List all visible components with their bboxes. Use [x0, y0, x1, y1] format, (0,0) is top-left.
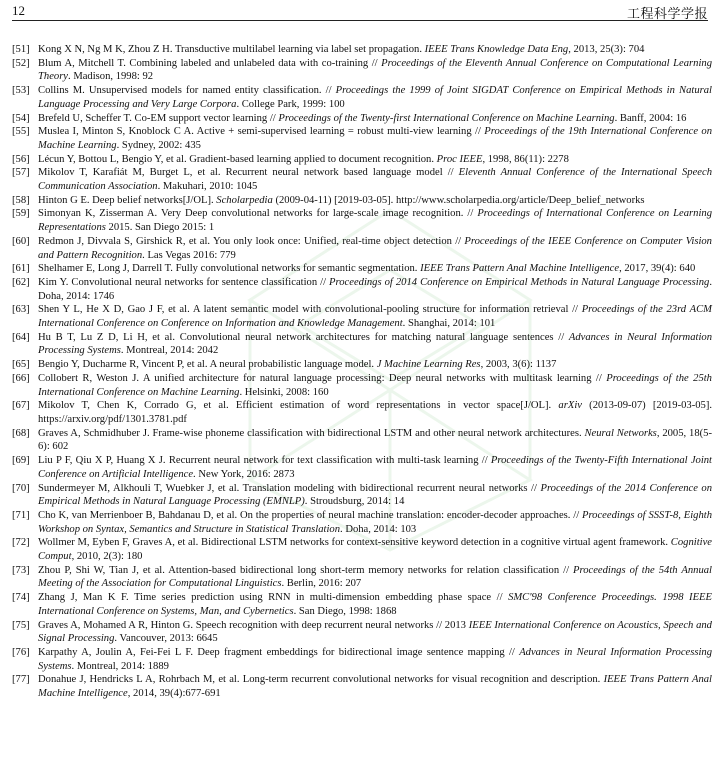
reference-title: A latent semantic model with convolutional-pooling structure for information retrieval //	[192, 304, 582, 316]
reference-details: . Doha, 2014: 103	[340, 523, 417, 535]
reference-details: , 2010, 2(3): 180	[71, 551, 143, 563]
reference-number: [74]	[12, 592, 30, 604]
reference-venue: SMC'98 Conference Proceedings. 1998 IEEE International Conference on Systems, Man, and Cybernetics	[38, 592, 712, 617]
reference-title: A unified architecture for natural language processing: Deep neural networks with multitask learning //	[142, 372, 607, 384]
reference-number: [77]	[12, 674, 30, 686]
reference-details: , 2017, 39(4): 640	[619, 263, 696, 275]
reference-number: [61]	[12, 263, 30, 275]
reference-authors: Redmon J, Divvala S, Girshick R, et al.	[38, 235, 213, 247]
reference-venue: IEEE Trans Pattern Anal Machine Intelligence	[420, 263, 620, 275]
reference-venue: IEEE Trans Knowledge Data Eng	[424, 44, 569, 55]
reference-number: [66]	[12, 372, 30, 384]
reference-authors: Liu P F, Qiu X P, Huang X J.	[38, 455, 169, 467]
reference-title: Long-term recurrent convolutional networks for visual recognition and description.	[242, 674, 604, 686]
reference-number: [62]	[12, 276, 30, 288]
reference-item	[12, 427, 712, 454]
reference-number: [73]	[12, 564, 30, 576]
reference-authors: Graves A, Mohamed A R, Hinton G.	[38, 619, 196, 631]
reference-item	[12, 207, 712, 234]
reference-venue: Proceedings of the 23rd ACM International Conference on Conference on Information and Knowledge Management	[38, 304, 712, 330]
reference-authors: Zhang J, Man K F.	[38, 592, 135, 604]
reference-item	[12, 125, 712, 152]
reference-details: . New York, 2016: 2873	[193, 468, 295, 480]
reference-item	[12, 276, 712, 303]
reference-number: [60]	[12, 235, 30, 247]
reference-venue: Proceedings of the Eleventh Annual Conference on Computational Learning Theory	[38, 57, 712, 83]
reference-item	[12, 153, 712, 167]
reference-item	[12, 482, 712, 509]
reference-item	[12, 194, 712, 208]
reference-details: , 1998, 86(11): 2278	[482, 153, 569, 165]
reference-number: [71]	[12, 509, 30, 521]
reference-venue: Advances in Neural Information Processing Systems	[38, 646, 713, 672]
reference-venue: J Machine Learning Res	[376, 359, 481, 371]
reference-details: . Helsinki, 2008: 160	[239, 386, 329, 398]
reference-details: . Stroudsburg, 2014: 14	[304, 496, 405, 508]
reference-item	[12, 262, 712, 276]
reference-details: . Makuhari, 2010: 1045	[157, 181, 258, 193]
reference-details: . Berlin, 2016: 207	[281, 578, 362, 590]
reference-title: Translation modeling with bidirectional recurrent neural networks //	[242, 482, 541, 494]
reference-number: [58]	[12, 194, 30, 206]
reference-venue: Proceedings of the 25th International Conference on Machine Learning	[38, 372, 712, 398]
reference-number: [76]	[12, 646, 30, 658]
reference-title: Bidirectional LSTM networks for context-sensitive keyword detection in a cognitive virtual agent framework.	[201, 537, 671, 549]
reference-number: [57]	[12, 167, 30, 179]
reference-item	[12, 372, 712, 399]
reference-title: Frame-wise phoneme classification with bidirectional LSTM and other neural network architectures.	[152, 427, 585, 439]
reference-authors: Shelhamer E, Long J, Darrell T.	[38, 263, 176, 275]
reference-authors: Bengio Y, Ducharme R, Vincent P, et al.	[38, 359, 210, 371]
journal-name: 工程科学学报	[626, 7, 708, 22]
reference-authors: Shen Y L, He X D, Gao J F, et al.	[38, 304, 193, 316]
reference-number: [70]	[12, 482, 30, 494]
reference-details: . College Park, 1999: 100	[236, 98, 345, 110]
reference-item	[12, 331, 712, 358]
reference-venue: Proceedings of International Conference on Learning Representations	[38, 208, 713, 234]
reference-authors: Donahue J, Hendricks L A, Rohrbach M, et al.	[38, 674, 243, 686]
reference-item	[12, 454, 712, 481]
reference-details: 2015. San Diego 2015: 1	[105, 222, 215, 234]
reference-item	[12, 536, 712, 563]
reference-details: . Montreal, 2014: 1889	[71, 660, 169, 672]
reference-authors: Hinton G E.	[38, 194, 93, 206]
reference-authors: Mikolov T, Chen K, Corrado G, et al.	[38, 400, 236, 412]
reference-venue: Proceedings of the IEEE Conference on Computer Vision and Pattern Recognition	[38, 235, 712, 261]
reference-title: Recurrent neural network for text classification with multi-task learning //	[168, 455, 491, 467]
reference-venue: Proceedings of 2014 Conference on Empirical Methods in Natural Language Processing	[329, 276, 710, 288]
reference-title: Fully convolutional networks for semantic segmentation.	[175, 263, 421, 275]
reference-list	[12, 43, 712, 701]
reference-details: , 2013, 25(3): 704	[568, 44, 645, 55]
reference-title: Speech recognition with deep recurrent neural networks // 2013	[195, 619, 469, 631]
reference-details: . Banff, 2004: 16	[614, 112, 687, 124]
reference-number: [51]	[12, 44, 30, 55]
reference-venue: IEEE International Conference on Acoustics, Speech and Signal Processing	[38, 619, 712, 645]
reference-details: . Madison, 1998: 92	[68, 71, 154, 83]
reference-item	[12, 84, 712, 111]
reference-venue: Cognitive Comput	[38, 537, 712, 563]
reference-number: [54]	[12, 112, 30, 124]
reference-venue: Neural Networks	[584, 427, 657, 439]
reference-venue: Proceedings of the 19th International Conference on Machine Learning	[38, 126, 712, 151]
reference-details: , 2005, 18(5-6): 602	[38, 427, 712, 453]
reference-venue: Proceedings of the Twenty-Fifth International Joint Conference on Artificial Intelligence	[38, 455, 713, 480]
reference-details: , 2014, 39(4):677-691	[127, 688, 221, 700]
reference-title: On the properties of neural machine translation: encoder-decoder approaches. //	[240, 509, 582, 521]
reference-item	[12, 646, 712, 673]
reference-item	[12, 509, 712, 536]
reference-title: Very Deep convolutional networks for large-scale image recognition. //	[161, 208, 478, 220]
reference-item	[12, 358, 712, 372]
reference-venue: Proceedings of SSST-8, Eighth Workshop on Syntax, Semantics and Structure in Statistical Translation	[38, 509, 712, 535]
reference-authors: Collobert R, Weston J.	[38, 372, 143, 384]
reference-details: . Las Vegas 2016: 779	[142, 249, 236, 261]
reference-venue: Proceedings of the 2014 Conference on Empirical Methods in Natural Language Processing (EMNLP)	[38, 482, 713, 508]
reference-item	[12, 43, 712, 57]
reference-title: Gradient-based learning applied to document recognition.	[189, 153, 437, 165]
reference-title: Combining labeled and unlabeled data with co-training //	[129, 57, 382, 69]
reference-authors: Kong X N, Ng M K, Zhou Z H.	[38, 44, 175, 55]
reference-details: . Shanghai, 2014: 101	[402, 318, 496, 330]
reference-venue: arXiv	[558, 400, 582, 412]
reference-venue: Proc IEEE	[436, 153, 483, 165]
reference-number: [63]	[12, 304, 30, 316]
reference-item	[12, 673, 712, 700]
reference-venue: Proceedings of the 54th Annual Meeting of the Association for Computational Linguistics	[38, 564, 712, 590]
reference-authors: Lécun Y, Bottou L, Bengio Y, et al.	[38, 153, 190, 165]
reference-item	[12, 591, 712, 618]
reference-number: [55]	[12, 126, 30, 138]
reference-authors: Kim Y.	[38, 276, 72, 288]
reference-venue: IEEE Trans Pattern Anal Machine Intelligence	[38, 674, 712, 700]
reference-item	[12, 166, 712, 193]
reference-details: . Sydney, 2002: 435	[116, 139, 201, 151]
reference-details: . Vancouver, 2013: 6645	[114, 633, 218, 645]
reference-title: Convolutional neural network architectures for matching natural language sentences //	[179, 331, 569, 343]
reference-title: Attention-based bidirectional long short-term memory networks for relation classification //	[168, 564, 574, 576]
reference-number: [52]	[12, 57, 30, 69]
reference-item	[12, 399, 712, 426]
reference-number: [68]	[12, 427, 30, 439]
reference-authors: Mikolov T, Karafiát M, Burget L, et al.	[38, 167, 226, 179]
reference-authors: Graves A, Schmidhuber J.	[38, 427, 153, 439]
reference-details: , 2003, 3(6): 1137	[480, 359, 557, 371]
reference-title: Co-EM support vector learning //	[134, 112, 279, 124]
page-number: 12	[12, 3, 25, 18]
reference-number: [64]	[12, 331, 30, 343]
reference-venue: Scholarpedia	[216, 194, 273, 206]
reference-venue: Proceedings the 1999 of Joint SIGDAT Conference on Empirical Methods in Natural Language Processing and Very Large Corpora	[38, 85, 712, 110]
reference-item	[12, 235, 712, 262]
reference-title: Convolutional neural networks for sentence classification //	[71, 276, 330, 288]
reference-title: Deep belief networks[J/OL].	[92, 194, 217, 206]
reference-details: (2009-04-11) [2019-03-05]. http://www.scholarpedia.org/article/Deep_belief_networks	[272, 194, 645, 206]
reference-item	[12, 564, 712, 591]
reference-number: [69]	[12, 455, 30, 467]
reference-authors: Collins M.	[38, 85, 89, 97]
reference-number: [59]	[12, 208, 30, 220]
reference-title: A neural probabilistic language model.	[209, 359, 377, 371]
reference-title: Unsupervised models for named entity classification. //	[88, 85, 336, 97]
page-header	[12, 2, 708, 21]
reference-authors: Karpathy A, Joulin A, Fei-Fei L F.	[38, 646, 198, 658]
reference-number: [53]	[12, 85, 30, 97]
reference-title: Recurrent neural network based language model //	[225, 167, 459, 179]
reference-item	[12, 303, 712, 330]
reference-number: [65]	[12, 359, 30, 371]
reference-authors: Simonyan K, Zisserman A.	[38, 208, 161, 220]
reference-details: . Montreal, 2014: 2042	[120, 345, 219, 357]
reference-authors: Hu B T, Lu Z D, Li H, et al.	[38, 331, 180, 343]
reference-title: Time series prediction using RNN in multi-dimension embedding phase space //	[134, 592, 509, 604]
reference-title: You only look once: Unified, real-time object detection //	[212, 235, 465, 247]
reference-authors: Cho K, van Merrienboer B, Bahdanau D, et al.	[38, 509, 241, 521]
reference-authors: Wollmer M, Eyben F, Graves A, et al.	[38, 537, 201, 549]
reference-item	[12, 57, 712, 84]
reference-number: [67]	[12, 400, 30, 412]
reference-venue: Eleventh Annual Conference of the International Speech Communication Association	[38, 167, 712, 193]
reference-details: (2013-09-07) [2019-03-05]. https://arxiv.org/pdf/1301.3781.pdf	[38, 400, 713, 425]
reference-title: Transductive multilabel learning via label set propagation.	[174, 44, 425, 55]
reference-venue: Proceedings of the Twenty-first International Conference on Machine Learning	[278, 112, 615, 124]
reference-title: Active + semi-supervised learning = robust multi-view learning //	[196, 126, 485, 138]
reference-details: . Doha, 2014: 1746	[38, 276, 712, 302]
reference-authors: Muslea I, Minton S, Knoblock C A.	[38, 126, 197, 138]
reference-authors: Blum A, Mitchell T.	[38, 57, 130, 69]
reference-item	[12, 619, 712, 646]
reference-number: [72]	[12, 537, 30, 549]
reference-title: Deep fragment embeddings for bidirectional image sentence mapping //	[197, 646, 520, 658]
reference-number: [56]	[12, 153, 30, 165]
reference-item	[12, 112, 712, 126]
reference-title: Efficient estimation of word representations in vector space[J/OL].	[235, 400, 559, 412]
reference-authors: Zhou P, Shi W, Tian J, et al.	[38, 564, 169, 576]
reference-number: [75]	[12, 619, 30, 631]
reference-authors: Sundermeyer M, Alkhouli T, Wuebker J, et al.	[38, 482, 243, 494]
reference-authors: Brefeld U, Scheffer T.	[38, 112, 135, 124]
reference-details: . San Diego, 1998: 1868	[293, 605, 397, 617]
reference-venue: Advances in Neural Information Processing Systems	[38, 331, 712, 357]
